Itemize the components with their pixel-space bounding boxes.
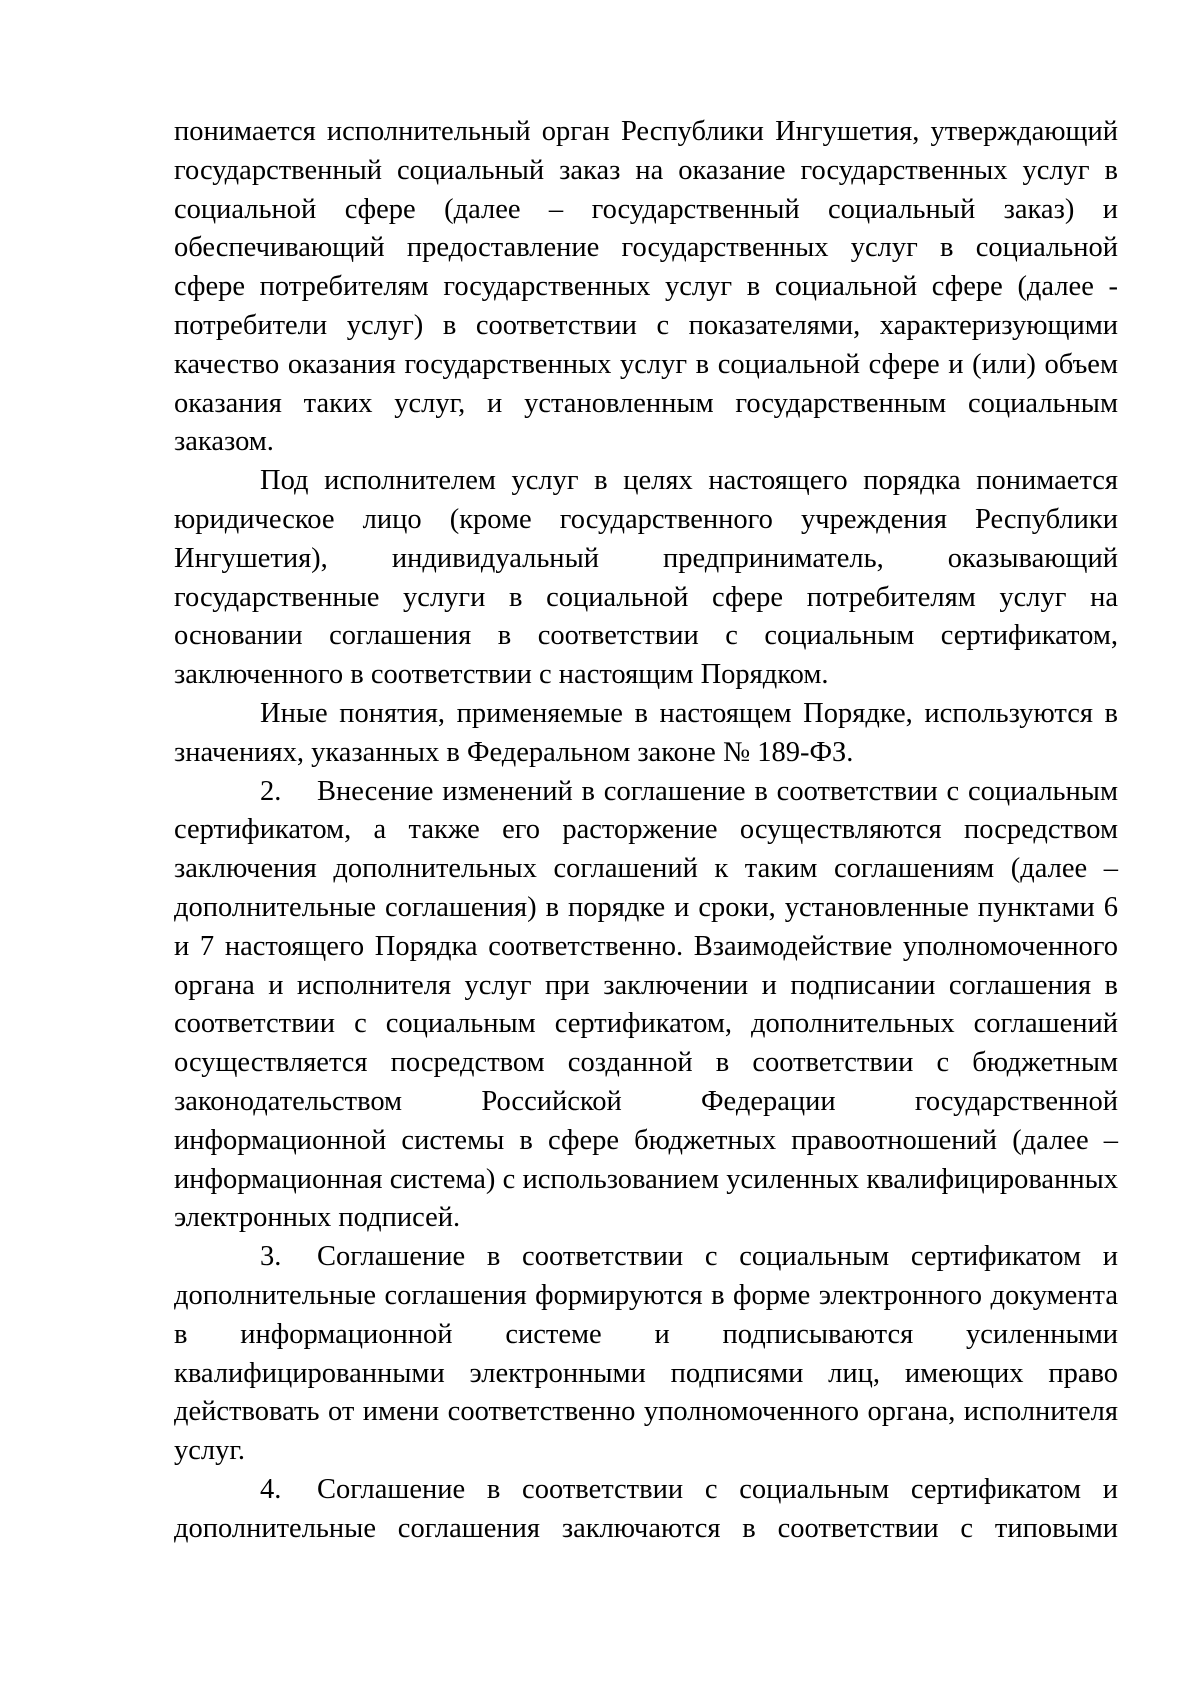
paragraph-definition-authority	[174, 113, 1118, 462]
text-line	[174, 1238, 1118, 1277]
paragraph-item-2	[174, 773, 1118, 1239]
text-line: понимается исполнительный орган Республики Ингушетия, утверждающий	[174, 116, 1118, 147]
text-line: качество оказания государственных услуг в социальной сфере и (или) объем	[174, 348, 1118, 380]
text-line: оказания таких услуг, и установленным государственным социальным	[174, 387, 1118, 419]
text-line	[174, 1471, 1118, 1510]
text-line: социальной сфере (далее – государственный социальный заказ) и	[174, 193, 1118, 225]
text-line: услуг.	[174, 1435, 245, 1467]
text-line: Ингушетия), индивидуальный предприниматель, оказывающий	[174, 542, 1118, 574]
item-number: 3.	[260, 1241, 282, 1273]
item-number: 2.	[260, 775, 282, 807]
text-line: сфере потребителям государственных услуг в социальной сфере (далее -	[174, 271, 1118, 303]
text-line: дополнительные соглашения) в порядке и сроки, установленные пунктами 6	[174, 891, 1118, 923]
text-line: заключенного в соответствии с настоящим Порядком.	[174, 659, 829, 691]
text-line: информационная система) с использованием усиленных квалифицированных	[174, 1163, 1118, 1195]
item-text: Соглашение в соответствии с социальным сертификатом и	[317, 1473, 1118, 1505]
text-line: дополнительные соглашения заключаются в соответствии с типовыми	[174, 1512, 1118, 1544]
item-number: 4.	[260, 1473, 282, 1505]
text-line: обеспечивающий предоставление государственных услуг в социальной	[174, 232, 1118, 264]
paragraph-item-3	[174, 1238, 1118, 1471]
item-text: Внесение изменений в соглашение в соответствии с социальным	[317, 775, 1118, 807]
text-line: дополнительные соглашения формируются в форме электронного документа	[174, 1279, 1118, 1311]
text-line: государственный социальный заказ на оказание государственных услуг в	[174, 154, 1118, 186]
text-line: заключения дополнительных соглашений к таким соглашениям (далее –	[174, 853, 1118, 885]
text-line: органа и исполнителя услуг при заключении и подписании соглашения в	[174, 969, 1118, 1001]
paragraph-other-terms	[174, 695, 1118, 773]
paragraph-definition-executor	[174, 462, 1118, 695]
text-line: юридическое лицо (кроме государственного учреждения Республики	[174, 503, 1118, 535]
text-line: потребители услуг) в соответствии с показателями, характеризующими	[174, 309, 1118, 341]
text-line: Под исполнителем услуг в целях настоящего порядка понимается	[260, 465, 1118, 497]
text-line: и 7 настоящего Порядка соответственно. Взаимодействие уполномоченного	[174, 930, 1118, 962]
text-line	[174, 773, 1118, 812]
text-line: заказом.	[174, 426, 274, 458]
item-text: Соглашение в соответствии с социальным сертификатом и	[317, 1241, 1118, 1273]
text-line: соответствии с социальным сертификатом, дополнительных соглашений	[174, 1008, 1118, 1040]
text-line: квалифицированными электронными подписями лиц, имеющих право	[174, 1357, 1118, 1389]
text-line: действовать от имени соответственно уполномоченного органа, исполнителя	[174, 1396, 1118, 1428]
text-line: государственные услуги в социальной сфере потребителям услуг на	[174, 581, 1118, 613]
text-line: законодательством Российской Федерации государственной	[174, 1085, 1118, 1117]
text-line: Иные понятия, применяемые в настоящем Порядке, используются в	[260, 697, 1118, 729]
text-line: значениях, указанных в Федеральном законе № 189-ФЗ.	[174, 736, 854, 768]
text-line: электронных подписей.	[174, 1202, 461, 1234]
paragraph-item-4	[174, 1471, 1118, 1549]
document-body	[174, 113, 1118, 1548]
text-line: осуществляется посредством созданной в соответствии с бюджетным	[174, 1047, 1118, 1079]
text-line: в информационной системе и подписываются усиленными	[174, 1318, 1118, 1350]
text-line: сертификатом, а также его расторжение осуществляются посредством	[174, 814, 1118, 846]
text-line: основании соглашения в соответствии с социальным сертификатом,	[174, 620, 1118, 652]
text-line: информационной системы в сфере бюджетных правоотношений (далее –	[174, 1124, 1118, 1156]
